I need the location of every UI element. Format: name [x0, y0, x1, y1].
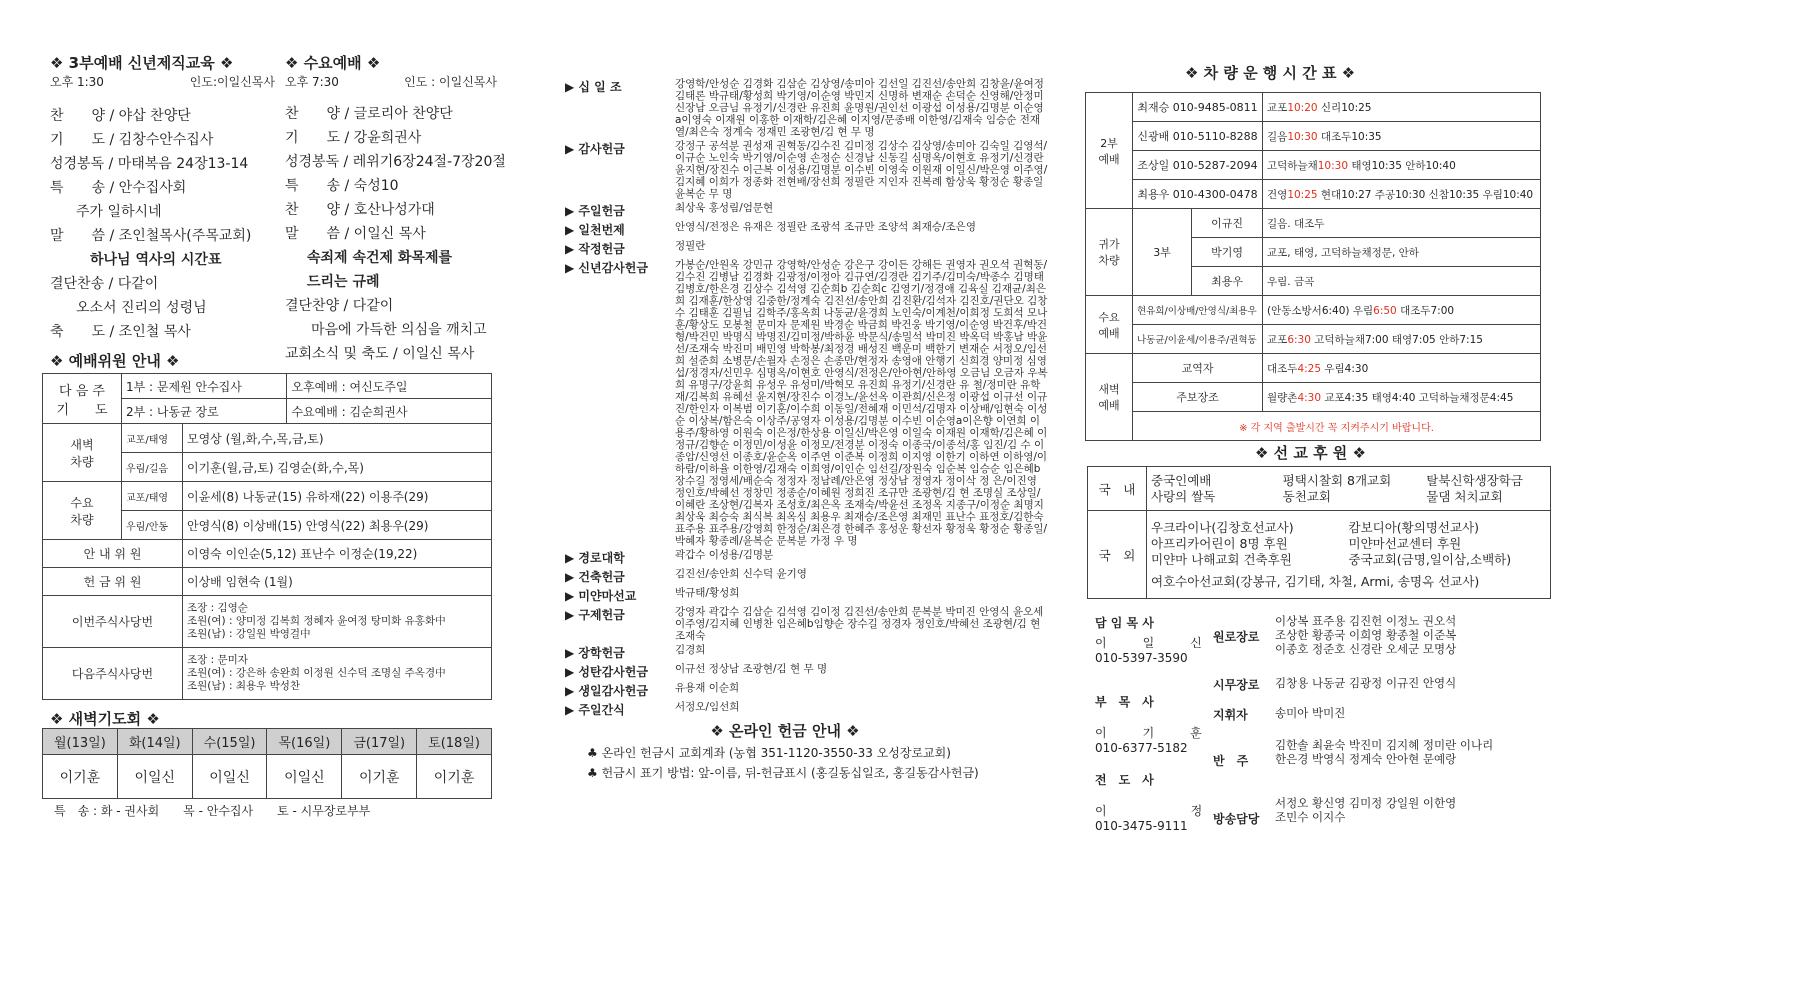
sched-title: ❖ 차 량 운 행 시 간 표 ❖ [1185, 64, 1356, 82]
sched-route [1263, 180, 1541, 209]
offering-row [565, 202, 1055, 219]
mission-title: ❖ 선 교 후 원 ❖ [1255, 444, 1366, 462]
route-rest: 교포4:35 태영4:40 고덕하늘채정문4:45 [1321, 391, 1514, 404]
senior-pastor-phone: 010-5397-3590 [1095, 651, 1188, 665]
day-header: 화(14일) [117, 729, 192, 755]
order-label: 축 도 / [50, 324, 115, 340]
order-item [50, 224, 275, 248]
order-value: 야삽 찬양단 [118, 108, 191, 124]
route-time: 10:20 [1287, 101, 1318, 114]
usher-value: 이영숙 이인순(5,12) 표난수 이정순(19,22) [183, 540, 492, 568]
order-label: 성경봉독 / [285, 154, 349, 170]
sched-note: ※ 각 지역 출발시간 꼭 지켜주시기 바랍니다. [1133, 412, 1541, 441]
offering-label: ▶ 작정헌금 [565, 242, 625, 256]
mission-item: 사랑의 쌀독 [1151, 488, 1216, 504]
mission-item: 우크라이나(김창호선교사) [1151, 519, 1294, 535]
mission-item: 물댐 처치교회 [1426, 488, 1503, 504]
mission-item: 중국인예배 [1151, 472, 1212, 488]
order-label: 특 송 / [285, 178, 350, 194]
order-label: 결단찬송 / [50, 276, 114, 292]
dawnprayer-title: ❖ 새벽기도회 ❖ [50, 710, 160, 728]
order-value: 호산나성가대 [353, 202, 435, 218]
mission-foreign-label: 국 외 [1088, 511, 1147, 599]
order-label: 말 씀 / [50, 228, 115, 244]
sched-route [1263, 354, 1541, 383]
route-start: 월량촌 [1267, 391, 1298, 404]
order-value: 김창수안수집사 [118, 132, 214, 148]
wed-r1-label: 교포/태영 [122, 482, 183, 511]
order-item [50, 320, 275, 344]
offering-row [565, 663, 1055, 680]
offering-names: 김진선/송안희 신수덕 윤기영 [675, 568, 807, 580]
order-value: 다같이 [352, 298, 394, 314]
wed-title: ❖ 수요예배 ❖ [285, 54, 381, 72]
route-time: 10:30 [1317, 159, 1348, 172]
online-block [565, 720, 1055, 781]
offering-names: 이규선 정상남 조광현/김 현 무 명 [675, 663, 828, 675]
offering-row [565, 140, 1055, 200]
order-value: 숙성10 [353, 178, 399, 194]
offering-label: ▶ 주일간식 [565, 703, 625, 717]
mission-item: 탈북신학생장학금 [1426, 472, 1523, 488]
sched-route [1263, 383, 1541, 412]
order-label: 기 도 / [285, 130, 350, 146]
offering-label: 헌 금 위 원 [43, 568, 183, 596]
offering-names: 곽갑수 이성용/김명분 [675, 549, 774, 561]
order-value: 조인철목사(주목교회) [118, 228, 252, 244]
route-start: (안동소방서6:40) 우림 [1267, 304, 1374, 317]
offering-row [565, 240, 1055, 257]
online-line-1: ♣ 온라인 헌금시 교회계좌 (농협 351-1120-3550-33 오성장로교회) [587, 746, 951, 760]
route-time: 4:25 [1297, 362, 1322, 375]
offering-label: ▶ 감사헌금 [565, 142, 625, 156]
day-leader: 이일신 [192, 755, 267, 799]
sub-3rd: 3부 [1133, 209, 1192, 296]
evangelist-phone: 010-3475-9111 [1095, 819, 1188, 833]
column-middle [565, 78, 1055, 781]
sched-driver: 현유희/이상배/안영식/최용우 [1133, 296, 1263, 325]
sched-driver: 조상일 010-5287-2094 [1133, 151, 1263, 180]
order-value: 속죄제 속건제 화목제를 [307, 250, 452, 266]
order-label: 찬 양 / [285, 106, 350, 122]
sched-route [1263, 296, 1541, 325]
order-label: 기 도 / [50, 132, 115, 148]
offering-row [565, 78, 1055, 138]
order-label: 성경봉독 / [50, 156, 114, 172]
route-start: 교포 [1267, 333, 1288, 346]
offering-value: 이상배 임현숙 (1월) [183, 568, 492, 596]
staff-group-label: 지휘자 [1213, 708, 1248, 722]
route-time: 4:30 [1297, 391, 1322, 404]
staff-group-names: 김창용 나동균 김광정 이규진 안영식 [1275, 676, 1457, 690]
offering-label: ▶ 성탄감사헌금 [565, 665, 648, 679]
staff-group-label: 원로장로 [1213, 630, 1260, 644]
sched-driver: 신광배 010-5110-8288 [1133, 122, 1263, 151]
day-leader: 이기훈 [417, 755, 492, 799]
sched-route [1263, 325, 1541, 354]
staff-group-names: 김한솔 최윤숙 박진미 김지혜 정미란 이나리 한은경 박영식 정계숙 안아현 문예랑 [1275, 738, 1494, 766]
offering-list [565, 78, 1055, 718]
prayer-2: 2부 : 나동균 장로 [122, 399, 287, 424]
order-value: 주가 일하시네 [76, 204, 162, 220]
offering-names: 김경희 [675, 644, 706, 656]
mission-item: 캄보디아(황의명선교사) [1348, 519, 1480, 535]
dawnprayer-table [42, 728, 492, 799]
sched-table [1085, 92, 1541, 441]
prayer-1: 1부 : 문제원 안수집사 [122, 374, 287, 399]
order-item [285, 342, 497, 366]
order-item [50, 128, 275, 152]
assoc-pastor-label: 부 목 사 [1095, 695, 1154, 709]
next-week-prayer-label: 다 음 주 기 도 [43, 374, 122, 424]
wed-r2-value: 안영식(8) 이상배(15) 안영식(22) 최용우(29) [183, 511, 492, 540]
staff-group [1213, 614, 1550, 656]
sched-route [1263, 209, 1541, 238]
day-leader: 이기훈 [342, 755, 417, 799]
group-2nd: 2부 예배 [1086, 93, 1133, 209]
evangelist-name: 이 정 [1095, 804, 1203, 818]
route-start: 길음 [1267, 130, 1288, 143]
offering-names: 서정오/임선희 [675, 701, 740, 713]
offering-row [565, 644, 1055, 661]
offering-row [565, 587, 1055, 604]
wed-time: 오후 7:30 [285, 75, 339, 89]
staff-group-label: 방송담당 [1213, 812, 1260, 826]
order-item [285, 294, 497, 318]
order-item [285, 318, 497, 342]
mission-grid [1151, 520, 1546, 590]
offering-row [565, 549, 1055, 566]
dawn-r1-label: 교포/태영 [122, 424, 183, 453]
order-value: 글로리아 찬양단 [353, 106, 453, 122]
online-line-2: ♣ 헌금시 표기 방법: 앞-이름, 뒤-헌금표시 (홍길동십일조, 홍길동감사헌금) [587, 766, 979, 780]
wed-r2-label: 우림/안동 [122, 511, 183, 540]
offering-label: ▶ 구제헌금 [565, 608, 625, 622]
wed-r1-value: 이윤세(8) 나동균(15) 유하재(22) 이용주(29) [183, 482, 492, 511]
order-item [50, 200, 275, 224]
order-label: 찬 양 / [285, 202, 350, 218]
day-leader: 이일신 [267, 755, 342, 799]
service3-block [50, 52, 275, 344]
staff-group-names: 이상복 표주용 김진헌 이정노 권오석 조상한 황종국 이희영 황종철 이준복 이종호 정준호 신경란 오세군 모명상 [1275, 614, 1457, 656]
group-dawn: 새벽 예배 [1086, 354, 1133, 441]
offering-names: 박규태/황성희 [675, 587, 740, 599]
order-item [50, 296, 275, 320]
order-value: 강윤희권사 [353, 130, 422, 146]
online-title: ❖ 온라인 헌금 안내 ❖ [710, 722, 860, 740]
route-start: 길음. 대조두 [1267, 217, 1325, 230]
group-wed: 수요 예배 [1086, 296, 1133, 354]
usher-label: 안 내 위 원 [43, 540, 183, 568]
offering-label: ▶ 장학헌금 [565, 646, 625, 660]
offering-names: 강영학/안성순 김경화 김삼순 김상영/송미아 김선일 김진선/송안희 김창윤/윤여정 김태론 박규태/황성희 박기영/이순영 박민지 신명하 변재순 손덕순 신영해/안정미 신장남 오금님 유정기/신경란 유진희 윤명원/권인선 이광섭 이성용/김명분 이순영a이영숙 이재원 이홍한 이재학/김은혜 이지영/문종배 이한영/김재숙 임승순 전재열/최은숙 정계숙 정재민 조광현/김 현 무 명 [675, 78, 1044, 138]
offering-names: 강영자 곽갑수 김삼순 김석영 김이정 김진선/송안희 문복분 박미진 안영식 윤오세 이주영/김지혜 인병찬 임은혜b임향순 장수길 정경자 정인호/박혜선 조광현/김 현 조재숙 [675, 606, 1044, 642]
assoc-pastor-name: 이 기 훈 [1095, 726, 1202, 740]
nextweek-meal-value: 조장 : 문미자 조원(여) : 강은하 송완희 이정원 신수덕 조명실 주옥경中 조원(남) : 최용우 박성찬 [183, 648, 492, 700]
group-home: 귀가 차량 [1086, 209, 1133, 296]
thisweek-meal-value: 조장 : 김영순 조원(여) : 양미정 김복희 정혜자 윤여정 탕미화 유홍화中 조원(남) : 강일원 박영걸中 [183, 596, 492, 648]
route-rest: 대조두10:35 [1317, 130, 1382, 143]
mission-foreign [1147, 511, 1551, 599]
day-header: 금(17일) [342, 729, 417, 755]
offering-label: ▶ 주일헌금 [565, 204, 625, 218]
order-label: 교회소식 및 축도 / [285, 346, 398, 362]
offering-label: ▶ 일천번제 [565, 223, 625, 237]
route-time: 10:30 [1287, 130, 1318, 143]
dawn-car-label: 새벽 차량 [43, 424, 122, 482]
order-value: 레위기6장24절-7장20절 [352, 154, 506, 170]
mission-item: 중국교회(금명,일이삼,소백하) [1348, 551, 1512, 567]
committee-title: ❖ 예배위원 안내 ❖ [50, 352, 180, 370]
order-value: 마음에 가득한 의심을 깨치고 [311, 322, 487, 338]
senior-pastor-label: 담 임 목 사 [1095, 616, 1154, 630]
order-item [285, 246, 497, 270]
sched-driver: 최용우 010-4300-0478 [1133, 180, 1263, 209]
sched-driver: 최용우 [1192, 267, 1263, 296]
sched-route [1263, 238, 1541, 267]
offering-label: ▶ 미얀마선교 [565, 589, 637, 603]
offering-label: ▶ 신년감사헌금 [565, 261, 648, 275]
order-item [285, 174, 497, 198]
offering-row [565, 259, 1055, 547]
sched-route [1263, 122, 1541, 151]
staff-group [1213, 706, 1550, 723]
route-rest: 신리10:25 [1317, 101, 1372, 114]
prayer-pm: 오후예배 : 여신도주일 [287, 374, 492, 399]
offering-label: ▶ 경로대학 [565, 551, 625, 565]
offering-row [565, 606, 1055, 642]
day-header: 목(16일) [267, 729, 342, 755]
mission-item: 미얀마 나해교회 건축후원 [1151, 551, 1292, 567]
sched-driver: 최재승 010-9485-0811 [1133, 93, 1263, 122]
mission-domestic [1147, 467, 1551, 511]
order-value: 다같이 [117, 276, 159, 292]
nextweek-meal-label: 다음주식사당번 [43, 648, 183, 700]
order-item [285, 270, 497, 294]
route-rest: 고덕하늘채7:00 태영7:05 안하7:15 [1310, 333, 1483, 346]
order-value: 하나님 역사의 시간표 [90, 252, 222, 268]
mission-item: 동천교회 [1282, 488, 1331, 504]
wed-leader: 인도 : 이일신목사 [404, 75, 497, 89]
mission-grid [1151, 473, 1546, 505]
day-header: 월(13일) [43, 729, 118, 755]
mission-item: 미얀마선교센터 후원 [1348, 535, 1462, 551]
offering-names: 유용재 이순희 [675, 682, 740, 694]
evangelist-label: 전 도 사 [1095, 773, 1154, 787]
day-leader: 이기훈 [43, 755, 118, 799]
sched-route [1263, 93, 1541, 122]
order-item [285, 222, 497, 246]
service3-title: ❖ 3부예배 신년제직교육 ❖ [50, 54, 234, 72]
mission-item: 여호수아선교회(강봉규, 김기태, 차철, Armi, 송명옥 선교사) [1151, 573, 1480, 589]
committee-table [42, 373, 492, 700]
order-value: 드리는 규례 [307, 274, 380, 290]
staff-group-names: 서정오 황신영 김미정 강일원 이한영 조민수 이지수 [1275, 796, 1457, 824]
staff-group [1213, 796, 1550, 827]
route-time: 10:25 [1287, 188, 1318, 201]
service3-time: 오후 1:30 [50, 75, 104, 89]
order-value: 이일신 목사 [402, 346, 475, 362]
offering-row [565, 701, 1055, 718]
sched-route [1263, 267, 1541, 296]
thisweek-meal-label: 이번주식사당번 [43, 596, 183, 648]
wed-order [285, 102, 506, 366]
mission-table [1087, 466, 1551, 599]
offering-label: ▶ 생일감사헌금 [565, 684, 648, 698]
route-start: 교포, 태영, 고덕하늘채정문, 안하 [1267, 246, 1419, 259]
order-item [50, 152, 275, 176]
route-time: 6:30 [1287, 333, 1311, 346]
order-label: 결단찬양 / [285, 298, 349, 314]
wed-block [285, 52, 506, 366]
sched-driver: 교역자 [1133, 354, 1263, 383]
route-rest: 우림4:30 [1321, 362, 1369, 375]
route-start: 우림. 금곡 [1267, 275, 1315, 288]
wed-car-label: 수요 차량 [43, 482, 122, 540]
offering-names: 정필란 [675, 240, 706, 252]
order-item [285, 198, 497, 222]
offering-names: 안영식/전정은 유재은 정필란 조광석 조규만 조양석 최재승/조은영 [675, 221, 976, 233]
order-item [50, 272, 275, 296]
route-start: 교포 [1267, 101, 1288, 114]
staff-group-label: 시무장로 [1213, 678, 1260, 692]
sched-driver: 나동균/이윤세/이용주/권혁동 [1133, 325, 1263, 354]
offering-names: 강정구 공석분 권성재 권혁동/김수진 김미정 김상수 김상영/송미아 김숙일 김영석/이규순 노인숙 박기영/이순영 손정순 신경남 신동길 심명옥/이현호 유정기/신경란 윤지현/장진수 이근복 이성용/김명분 이수빈 이영숙 이원재 이일신/박은영 이주영/김지혜 이희가 정종화 전현배/장선희 정필란 지인자 진복례 함상욱 황정순 황종일 윤복순 무 명 [675, 140, 1048, 200]
offering-label: ▶ 건축헌금 [565, 570, 625, 584]
order-value: 조인철 목사 [118, 324, 191, 340]
route-rest: 대조두7:00 [1396, 304, 1455, 317]
staff-group [1213, 676, 1550, 693]
service3-order [50, 104, 275, 344]
order-label: 찬 양 / [50, 108, 115, 124]
assoc-pastor-phone: 010-6377-5182 [1095, 741, 1188, 755]
order-value: 오소서 진리의 성령님 [76, 300, 207, 316]
sched-driver: 이규진 [1192, 209, 1263, 238]
mission-domestic-label: 국 내 [1088, 467, 1147, 511]
offering-label: ▶ 십 일 조 [565, 80, 622, 94]
order-item [50, 104, 275, 128]
senior-pastor-name: 이 일 신 [1095, 636, 1202, 650]
offering-row [565, 568, 1055, 585]
dawn-r2-label: 우림/길음 [122, 453, 183, 482]
route-start: 고덕하늘채 [1267, 159, 1318, 172]
dawn-r1-value: 모영상 (월,화,수,목,금,토) [183, 424, 492, 453]
staff-group-names: 송미아 박미진 [1275, 706, 1346, 720]
offering-names: 가봉순/안원옥 강민규 강영학/안성순 강은구 강이든 강해든 권영자 권오석 권혁동/김수진 김병남 김경화 김광정/이정아 김규연/김경란 김기주/김미숙/박종수 김명태 김병호/한은경 김상수 김석영 김순희b 김순희c 김영기/정경애 김육실 김재균/최은희 김재훈/한상영 김중한/정계숙 김진선/송안희 김진환/김석자 김진호/권단오 김창수 김태훈 김필님 김학주/홍옥희 나동균/윤경희 노인숙/이계천/이희정 도희석 모나훈/황상도 모봉철 문미자 문제원 박경순 박금희 박건웅 박기영/이순영 박건후/박건형/박건민 박명식 박명진/김미정/박하윤 박문식/송밀석 박미진 박옥덕 박홍남 박윤선/조재숙 박진미 배민영 박학봉/최정경 배성진 백운미 백한기 변재순 서정오/임선희 설준희 소병문/손월자 손정은 손종만/현정자 송영애 안행기 신희경 양미정 심영섭/정경자/신민우 심명옥/이현호 안영식/전정은/안아현/안하영 오금님 오금자 우복희 유명구/강윤희 유성우 유성미/박혁모 유진희 유정기/신경란 유 철/정미란 유학재/김복희 유혜선 윤지현/장진수 이경노/윤선옥 이관희/신은정 이광섭 이규선 이규진/한인자 이복범 이기훈/이수희 이동일/전혜재 이민석/김명자 이상배/임현숙 이성순 이상복/함은숙 이상주/공영자 이성용/김명분 이수빈 이순영a이은향 이연희 이용주/황하영 이원숙 이은정/한상용 이일신/박은영 이일숙 이재원 이재학/김은혜 이정규/김향순 이정민/이성윤 이정모/전경분 이정숙 이종국/이종석/홍 임진/김 수 이종암/신영선 이종호/윤순옥 이주연 이준복 이정희 이지영 이한기 이하연 이하영/이하람/이하율 이한영/김재숙 이희영/이인순 임선길/장원숙 임순복 임승순 임은혜b 장수길 정영세/배순숙 정정자 정남례/안은영 정상남 정영자 정이삭 정 은/이진영 정인호/박혜선 정창민 정종순/이혜원 정희진 조규만 조광현/김 현 조명실 조상일/이혜란 조상현/김복자 조성호/최은옥 조재숙/박윤선 조정옥 지종구/이정순 최명지 최상욱 최승숙 최식복 최옥심 최용우 최재승/조은영 최재민 표난수 표정호/김한숙 표주용 표주용/강영희 한정순/최은경 한혜주 홍성운 황선자 황정욱 황정순 황종일/박혜자 황종례/윤복순 문복분 가정 우 명 [675, 259, 1048, 547]
order-item [50, 248, 275, 272]
mission-item: 아프리카어린이 8명 후원 [1151, 535, 1288, 551]
order-label: 특 송 / [50, 180, 115, 196]
service3-leader: 인도:이일신목사 [189, 75, 275, 89]
order-item [285, 102, 497, 126]
route-rest: 태영10:35 안하10:40 [1348, 159, 1456, 172]
day-header: 수(15일) [192, 729, 267, 755]
offering-row [565, 682, 1055, 699]
staff-group [1213, 738, 1550, 769]
mission-item: 평택시찰회 8개교회 [1282, 472, 1392, 488]
offering-row [565, 221, 1055, 238]
route-rest: 현대10:27 주공10:30 신참10:35 우림10:40 [1317, 188, 1534, 201]
route-start: 대조두 [1267, 362, 1298, 375]
order-value: 이일신 목사 [353, 226, 426, 242]
order-value: 안수집사회 [118, 180, 187, 196]
order-value: 마태복음 24장13-14 [117, 156, 249, 172]
offering-names: 최상욱 홍성림/엄문현 [675, 202, 774, 214]
dawnprayer-note: 특 송 : 화 - 권사회 목 - 안수집사 토 - 시무장로부부 [54, 804, 371, 818]
order-label: 말 씀 / [285, 226, 350, 242]
prayer-wed: 수요예배 : 김순희권사 [287, 399, 492, 424]
dawn-r2-value: 이기훈(월,금,토) 김영순(화,수,목) [183, 453, 492, 482]
order-item [285, 150, 506, 174]
route-time: 6:50 [1373, 304, 1397, 317]
staff-group-label: 반 주 [1213, 754, 1249, 768]
order-item [285, 126, 497, 150]
sched-driver: 박기영 [1192, 238, 1263, 267]
day-header: 토(18일) [417, 729, 492, 755]
order-item [50, 176, 275, 200]
route-start: 건영 [1267, 188, 1288, 201]
sched-route [1263, 151, 1541, 180]
day-leader: 이일신 [117, 755, 192, 799]
sched-driver: 주보장조 [1133, 383, 1263, 412]
